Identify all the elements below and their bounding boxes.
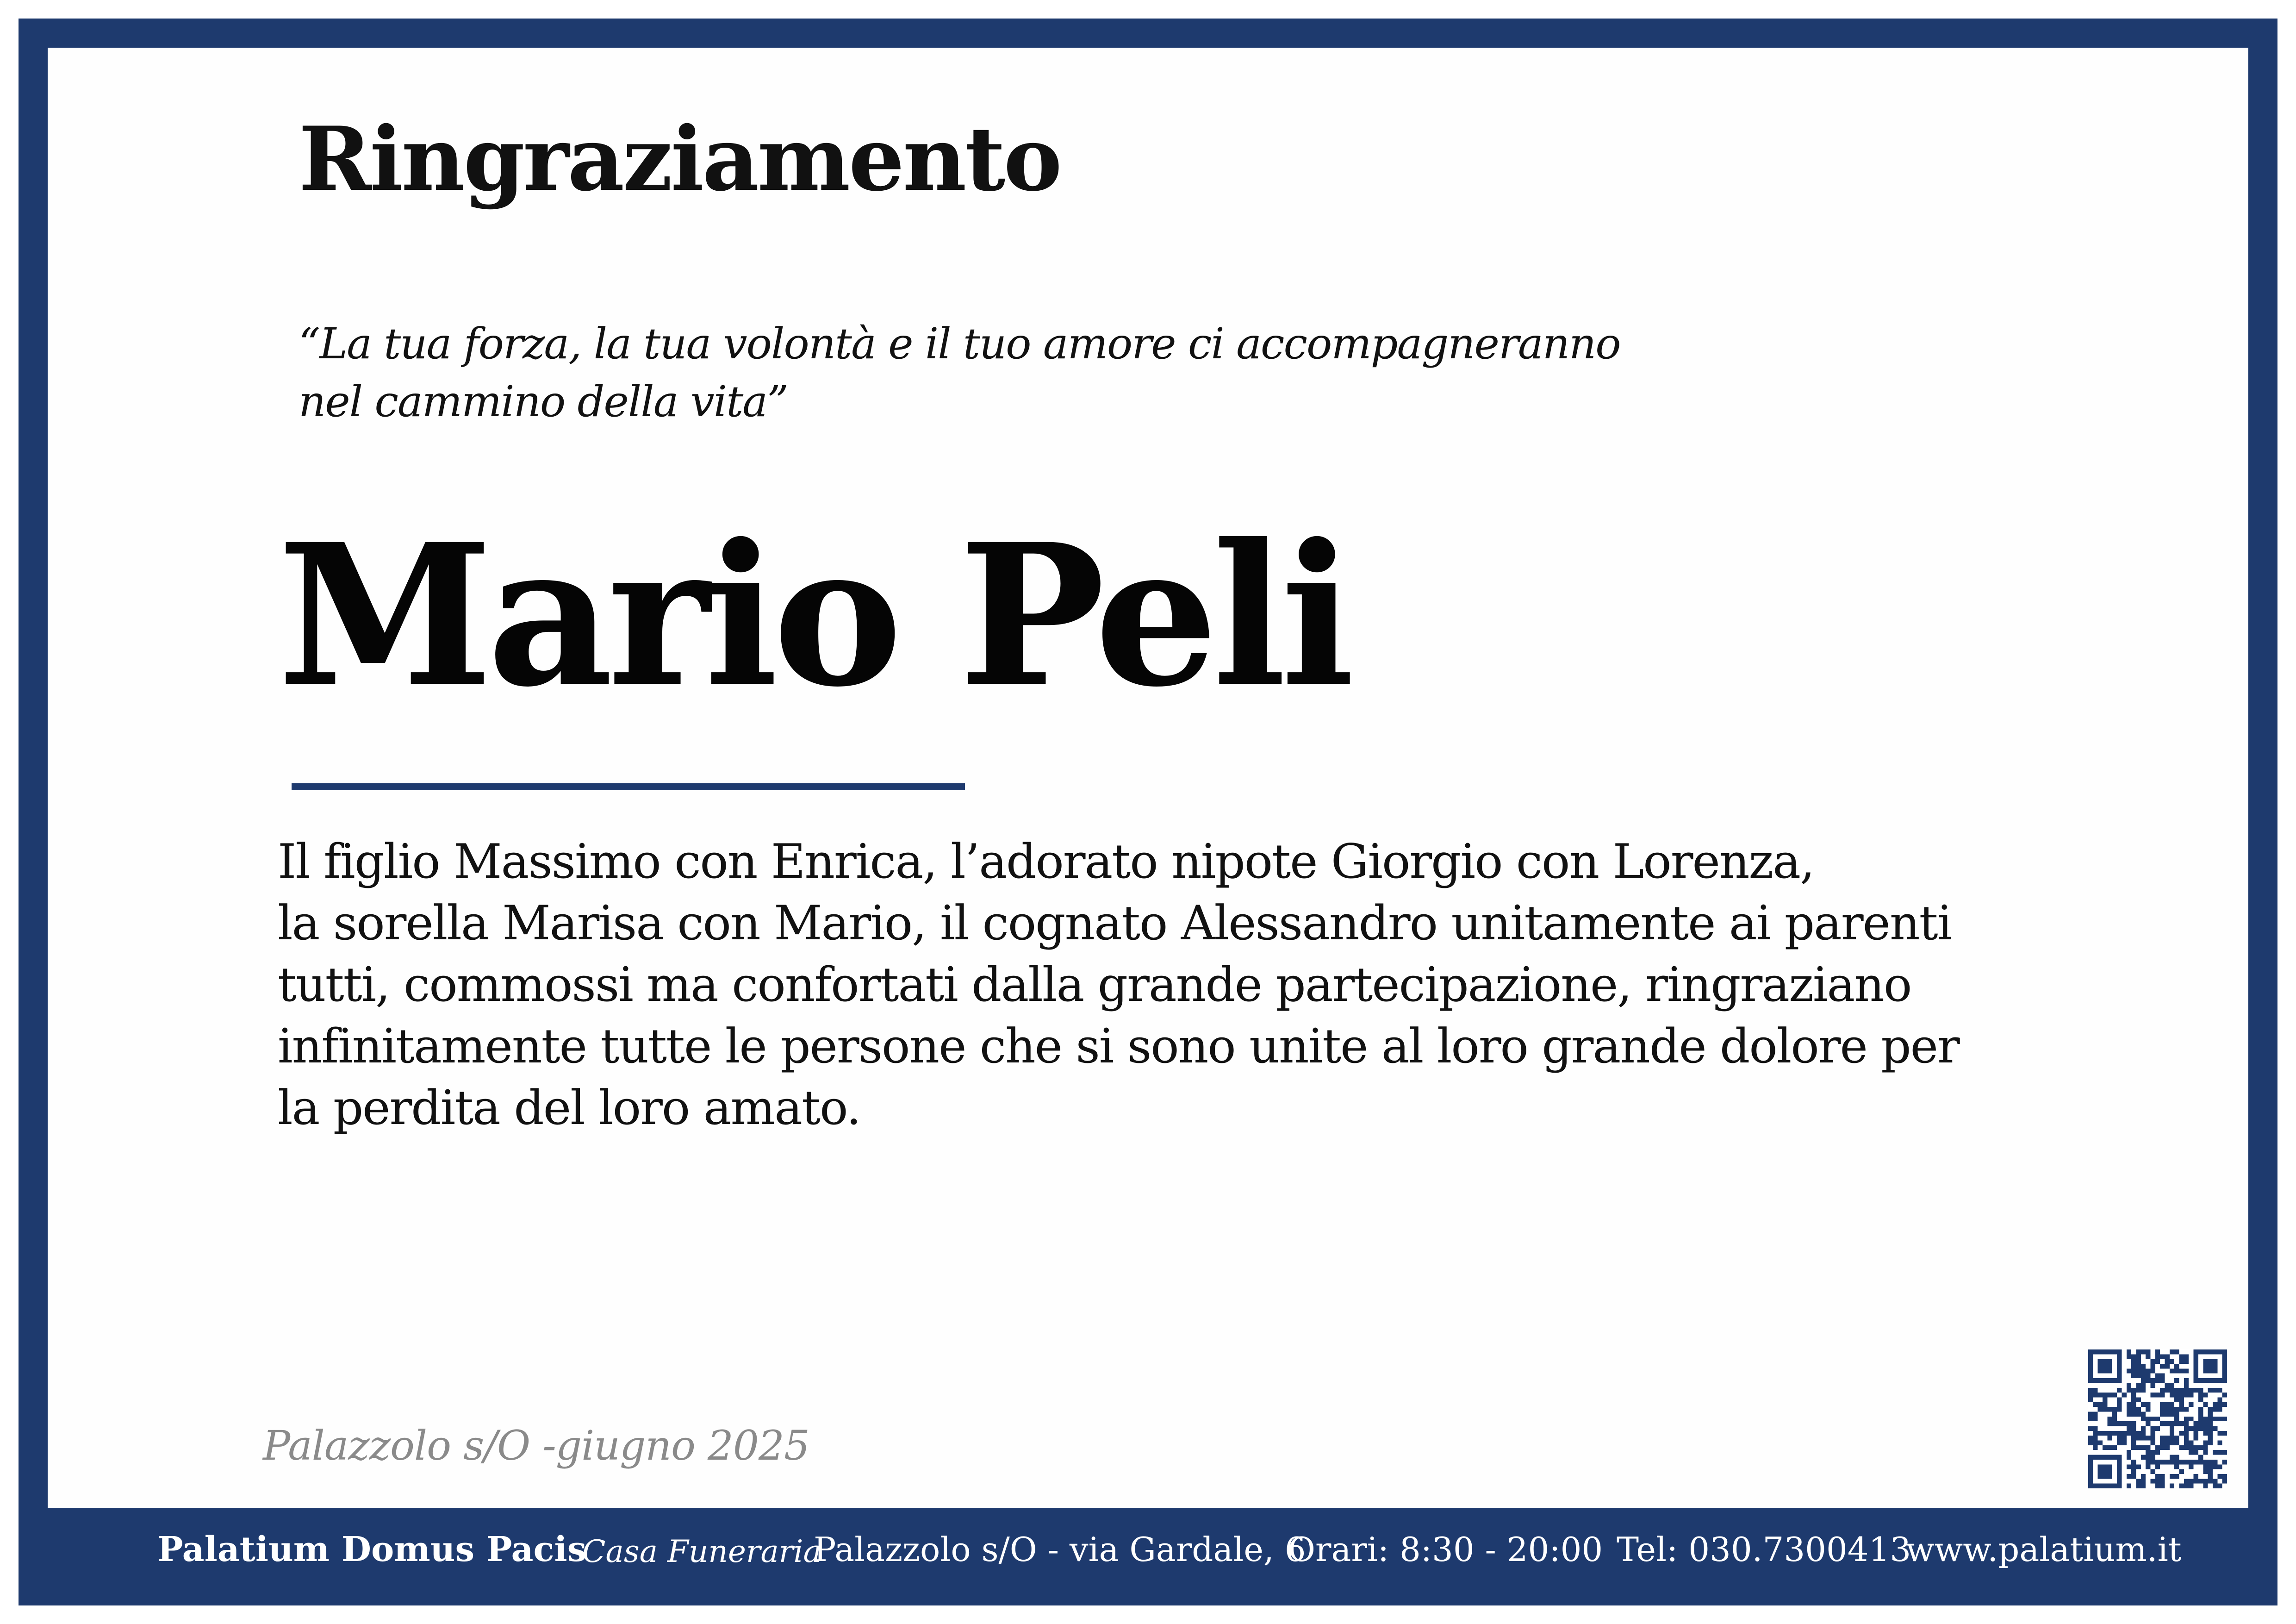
- notice-body: [278, 831, 1959, 1139]
- body-line: la perdita del loro amato.: [278, 1081, 861, 1136]
- quote-line: “La tua forza, la tua volontà e il tuo amore ci accompagneranno: [299, 319, 1620, 369]
- footer-address: Palazzolo s/O - via Gardale, 6: [814, 1530, 1306, 1569]
- footer-phone: Tel: 030.7300413: [1617, 1530, 1911, 1569]
- qr-code-icon[interactable]: [2088, 1349, 2227, 1488]
- deceased-name: Mario Peli: [278, 502, 1350, 730]
- divider-line: [292, 783, 965, 790]
- footer-subtitle: Casa Funeraria: [582, 1534, 821, 1569]
- notice-quote: [299, 315, 1620, 431]
- quote-line: nel cammino della vita”: [299, 377, 788, 426]
- notice-card: [48, 48, 2248, 1508]
- footer-bar: [0, 1508, 2296, 1587]
- place-date: Palazzolo s/O -giugno 2025: [263, 1422, 809, 1469]
- body-line: tutti, commossi ma confortati dalla grande partecipazione, ringraziano: [278, 957, 1911, 1012]
- body-line: infinitamente tutte le persone che si sono unite al loro grande dolore per: [278, 1019, 1959, 1074]
- footer-hours: Orari: 8:30 - 20:00: [1288, 1530, 1603, 1569]
- body-line: la sorella Marisa con Mario, il cognato Alessandro unitamente ai parenti: [278, 896, 1952, 951]
- notice-heading: Ringraziamento: [299, 107, 1061, 211]
- body-line: Il figlio Massimo con Enrica, l’adorato nipote Giorgio con Lorenza,: [278, 834, 1814, 889]
- footer-website[interactable]: www.palatium.it: [1906, 1530, 2182, 1569]
- footer-brand: Palatium Domus Pacis: [157, 1530, 587, 1569]
